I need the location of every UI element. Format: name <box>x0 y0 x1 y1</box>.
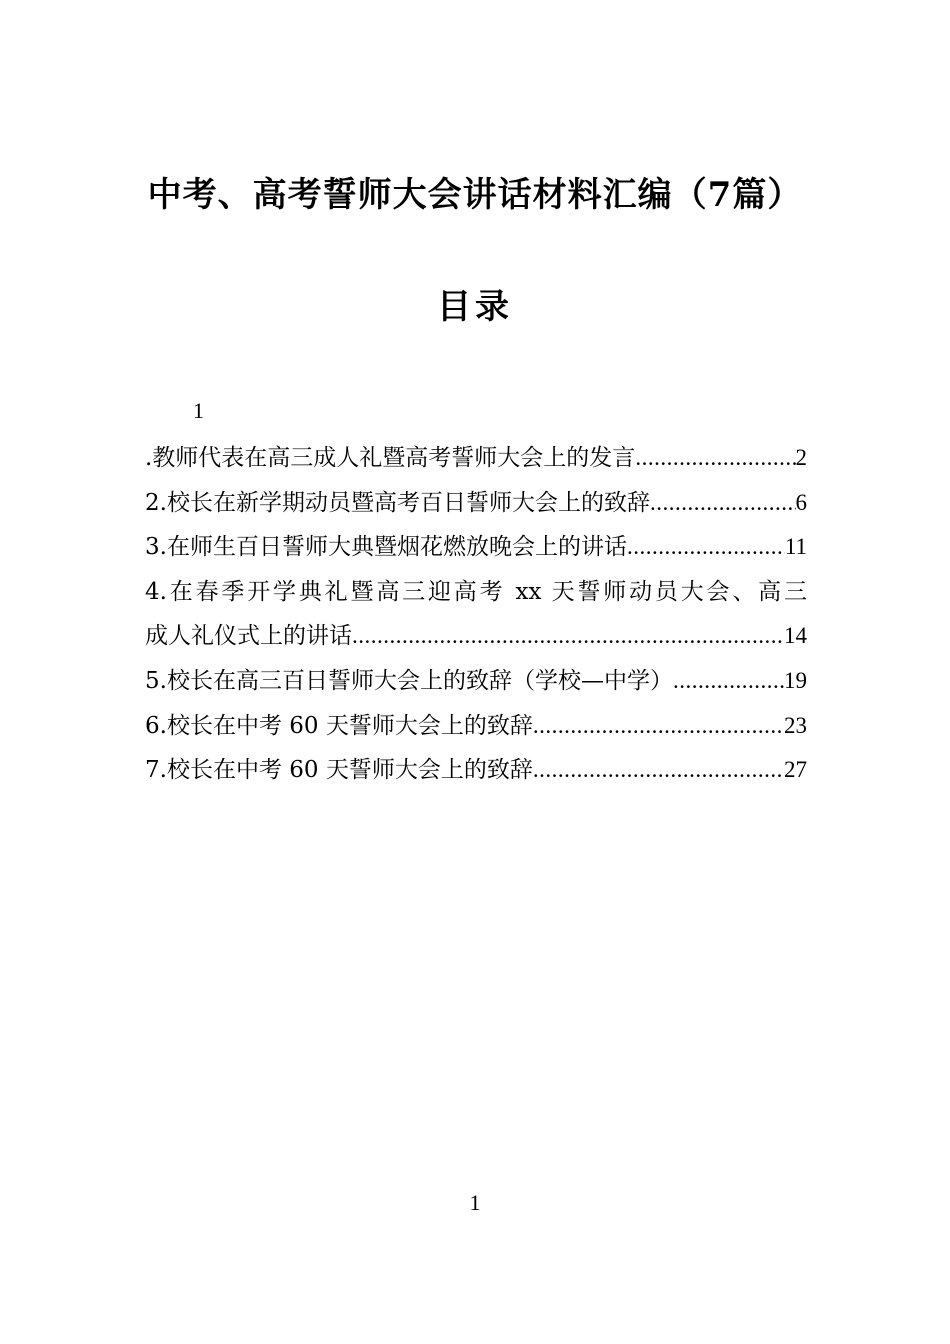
toc-entry-6[interactable] <box>145 708 807 753</box>
toc-entry-title: 成人礼仪式上的讲话 <box>145 623 352 650</box>
toc-entry-title: 5.校长在高三百日誓师大会上的致辞（学校—中学） <box>145 667 673 694</box>
table-of-contents <box>145 440 807 797</box>
toc-entry-title: 2.校长在新学期动员暨高考百日誓师大会上的致辞 <box>145 489 650 516</box>
document-title: 中考、高考誓师大会讲话材料汇编（7篇） <box>147 175 803 215</box>
toc-dot-leader <box>533 708 784 744</box>
toc-entry-title: 6.校长在中考 60 天誓师大会上的致辞 <box>145 712 533 739</box>
toc-entry-page: 11 <box>784 534 807 560</box>
toc-entry-1[interactable] <box>145 440 807 485</box>
toc-dot-leader <box>635 440 795 476</box>
toc-entry-4-line-1[interactable]: 4.在春季开学典礼暨高三迎高考 xx 天誓师动员大会、高三 <box>145 578 807 605</box>
toc-dot-leader <box>533 752 784 788</box>
toc-entry-page: 2 <box>795 445 807 470</box>
page-number: 1 <box>469 1190 481 1215</box>
toc-entry-2[interactable] <box>145 485 807 530</box>
toc-entry-3[interactable] <box>145 529 807 574</box>
toc-entry-title: 7.校长在中考 60 天誓师大会上的致辞 <box>145 757 533 784</box>
toc-entry-4[interactable] <box>145 618 807 663</box>
toc-dot-leader <box>673 663 784 699</box>
toc-entry-title: .教师代表在高三成人礼暨高考誓师大会上的发言 <box>145 445 636 471</box>
toc-entry-page: 6 <box>795 489 807 515</box>
toc-heading: 目录 <box>437 287 513 327</box>
toc-dot-leader <box>650 485 796 521</box>
toc-entry-5[interactable] <box>145 663 807 708</box>
toc-dot-leader <box>352 618 784 654</box>
toc-dot-leader <box>627 529 785 565</box>
toc-entry-7[interactable] <box>145 752 807 797</box>
toc-entry-page: 19 <box>784 667 807 693</box>
toc-stray-number: 1 <box>193 398 204 423</box>
toc-entry-page: 23 <box>784 712 807 738</box>
toc-entry-title: 3.在师生百日誓师大典暨烟花燃放晚会上的讲话 <box>145 534 627 561</box>
toc-entry-page: 14 <box>784 623 807 649</box>
toc-entry-page: 27 <box>784 757 807 783</box>
